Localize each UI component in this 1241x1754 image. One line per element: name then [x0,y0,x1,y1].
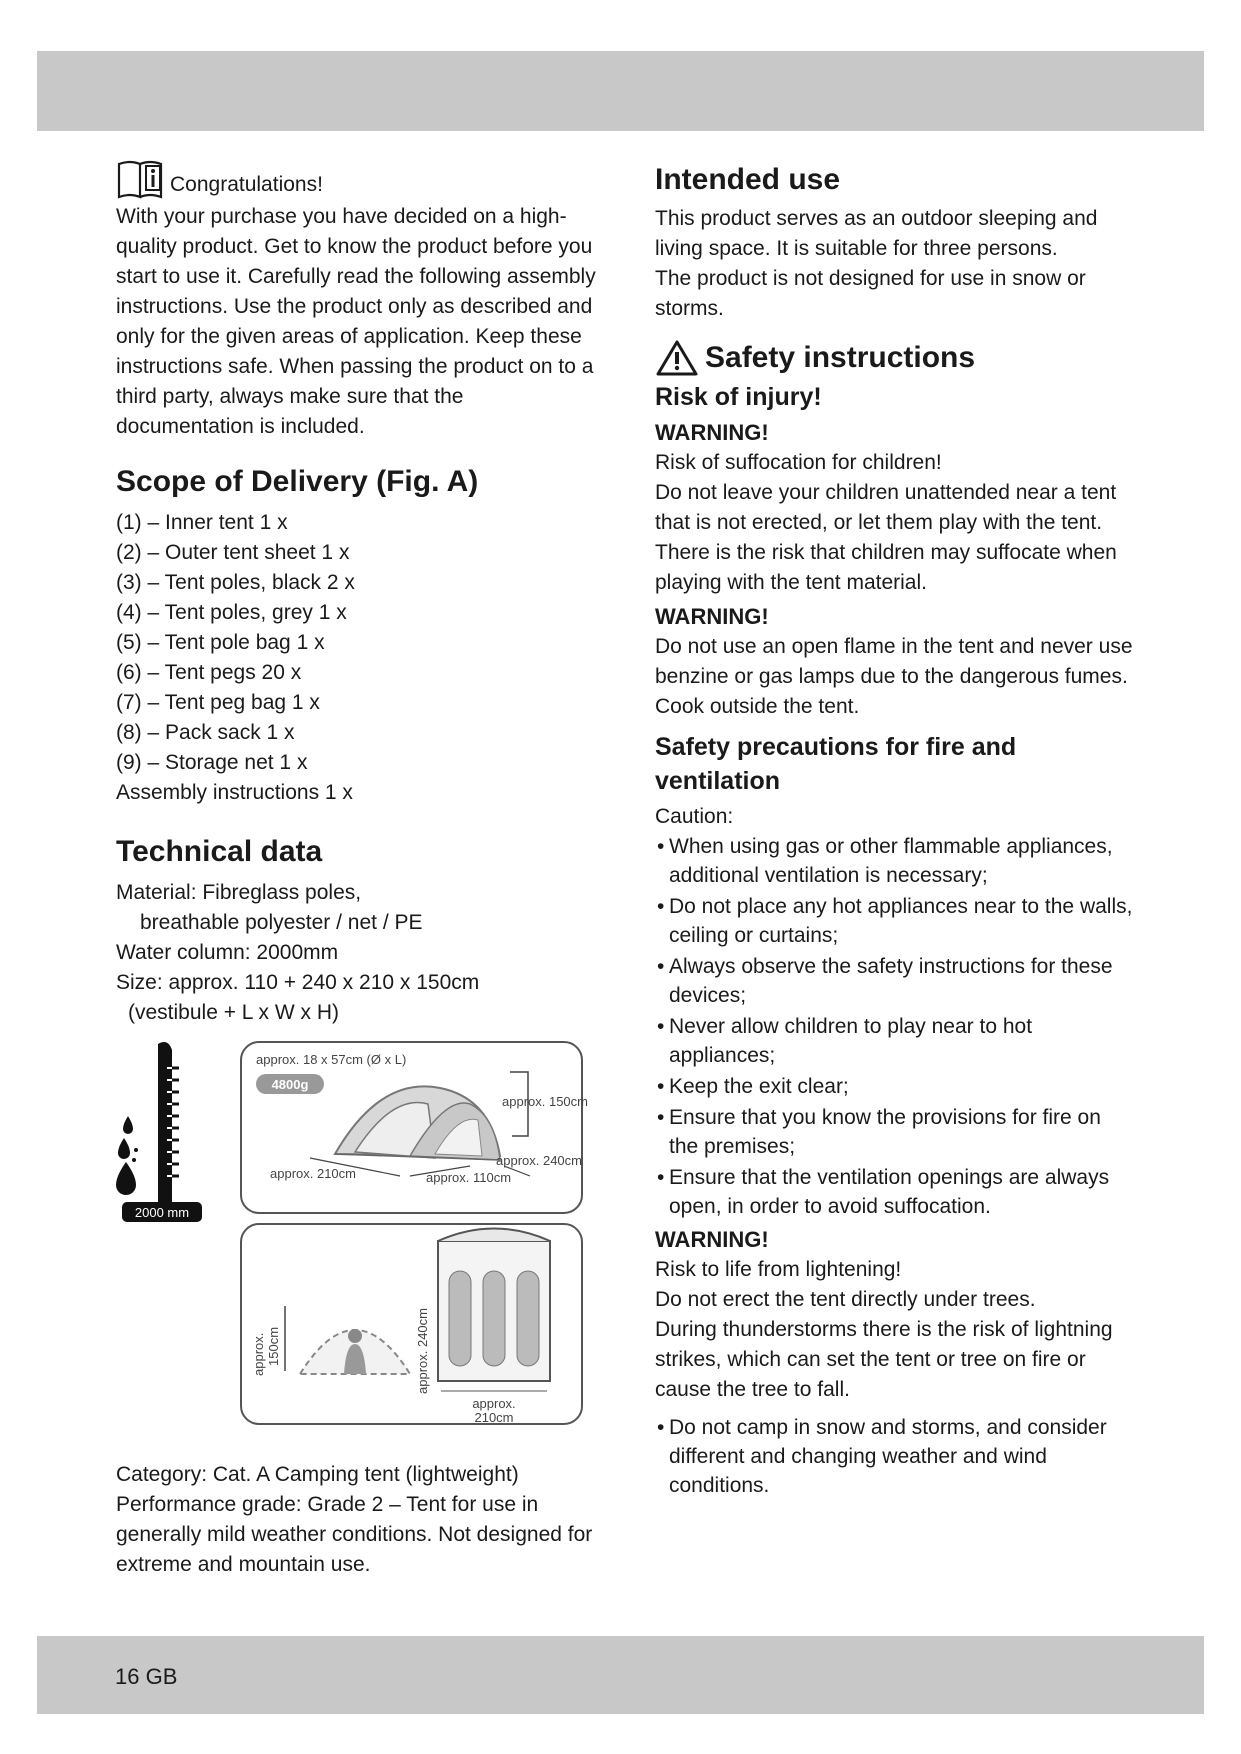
material-line-2: breathable polyester / net / PE [140,911,423,934]
warning-triangle-icon [655,339,699,377]
list-item: • Ensure that you know the provisions for fire on the premises; [657,1106,1101,1158]
scope-item: (1) – Inner tent 1 x [116,511,288,534]
scope-item: (3) – Tent poles, black 2 x [116,571,355,594]
intended-use-text-2: The product is not designed for use in snow or storms. [655,267,1086,320]
water-drop-large-icon [116,1162,136,1195]
scope-item: (9) – Storage net 1 x [116,751,308,774]
intro-heading-line [116,160,596,200]
list-item: • Never allow children to play near to hot appliances; [657,1015,1033,1067]
water-column-gauge [116,1042,202,1222]
list-item: • Do not place any hot appliances near to the walls, ceiling or curtains; [657,895,1133,947]
scope-item: (5) – Tent pole bag 1 x [116,631,325,654]
read-instructions-icon [116,160,166,200]
scope-item: (4) – Tent poles, grey 1 x [116,601,347,624]
tent-figure [110,1036,596,1436]
scope-item: (2) – Outer tent sheet 1 x [116,541,350,564]
intended-use-text: This product serves as an outdoor sleeping and living space. It is suitable for three persons. [655,207,1098,260]
header-band [37,51,1204,131]
top-width-value: 210cm [474,1410,514,1425]
list-item: • Always observe the safety instructions for these devices; [657,955,1113,1007]
fire-ventilation-heading: Safety precautions for fire and ventilation [655,733,1017,795]
vestibule-label: approx. 110cm [426,1170,512,1185]
thunderstorm-text: During thunderstorms there is the risk of lightning strikes, which can set the tent or tree on fire or cause the tree to fall. [655,1318,1113,1401]
flame-text: Do not use an open flame in the tent and never use benzine or gas lamps due to the dangerous fumes. Cook outside the tent. [655,635,1133,718]
length-label: approx. 240cm [496,1153,582,1168]
scope-list [116,508,596,808]
performance-line: Performance grade: Grade 2 – Tent for use in generally mild weather conditions. Not designed for extreme and mountain use. [116,1493,593,1576]
risk-of-injury: Risk of injury! [655,383,822,411]
list-item: • When using gas or other flammable appliances, additional ventilation is necessary; [657,835,1113,887]
water-drop-small-icon [123,1116,133,1134]
water-column-line: Water column: 2000mm [116,941,339,964]
warning-label-3: WARNING! [655,1227,769,1252]
list-item: • Ensure that the ventilation openings are always open, in order to avoid suffocation. [657,1166,1110,1218]
suffocation-text: Do not leave your children unattended near a tent that is not erected, or let them play with the tent. There is the risk that children may suffocate when playing with the tent material. [655,481,1117,594]
list-item: • Keep the exit clear; [657,1075,849,1098]
safety-heading-line [655,338,1135,378]
width-label: approx. 210cm [270,1166,356,1181]
suffocation-risk: Risk of suffocation for children! [655,451,942,474]
scope-heading: Scope of Delivery (Fig. A) [116,465,479,498]
technical-heading: Technical data [116,835,323,868]
scope-item: (6) – Tent pegs 20 x [116,661,302,684]
intro-text: With your purchase you have decided on a high-quality product. Get to know the product before you start to use it. Carefully read the following assembly instructions. Use the product only as described and only for the given areas of application. Keep these instructions safe. When passing the product on to a third party, always make sure that the documentation is included. [116,205,596,438]
tent-diagram [110,1036,600,1436]
lightning-risk: Risk to life from lightening! [655,1258,902,1281]
side-height-value: 150cm [266,1326,281,1366]
intended-use-heading: Intended use [655,163,841,196]
left-column [116,160,596,1580]
page-number: 16 GB [115,1664,178,1689]
footer-band [37,1636,1204,1714]
caution-label: Caution: [655,805,734,828]
height-label: approx. 150cm [502,1094,588,1109]
category-line: Category: Cat. A Camping tent (lightweight) [116,1463,519,1486]
fire-safety-list [655,832,1135,1221]
scope-item: (7) – Tent peg bag 1 x [116,691,320,714]
water-drop-medium-icon [118,1138,130,1159]
intro-heading: Congratulations! [170,173,323,196]
top-length-label: approx. 240cm [415,1308,430,1394]
lightning-text: Do not erect the tent directly under trees. [655,1288,1036,1311]
right-column [655,160,1135,1502]
weight-label: 4800g [271,1077,309,1092]
safety-heading: Safety instructions [705,341,976,374]
material-line: Material: Fibreglass poles, [116,881,362,904]
scope-item: (8) – Pack sack 1 x [116,721,295,744]
pack-size-label: approx. 18 x 57cm (Ø x L) [256,1052,407,1067]
side-height-label: approx. [251,1332,266,1376]
size-line: Size: approx. 110 + 240 x 210 x 150cm [116,971,480,994]
top-width-label: approx. [472,1396,516,1411]
water-column-label: 2000 mm [134,1205,190,1220]
list-item: • Do not camp in snow and storms, and consider different and changing weather and wind conditions. [657,1416,1107,1497]
warning-label-2: WARNING! [655,604,769,629]
scope-item: Assembly instructions 1 x [116,781,353,804]
warning-label-1: WARNING! [655,420,769,445]
weather-list [655,1413,1135,1500]
size-line-2: (vestibule + L x W x H) [128,1001,340,1024]
